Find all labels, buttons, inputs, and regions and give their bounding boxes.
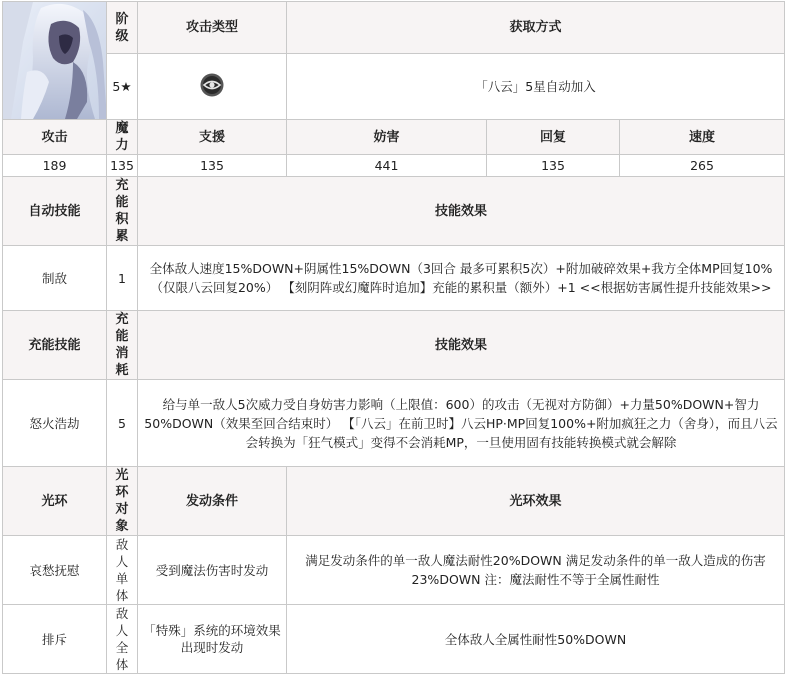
aura-name: 哀愁抚慰	[3, 536, 107, 605]
aura-target: 敌人单体	[107, 536, 138, 605]
charge-skill-cost: 5	[107, 380, 138, 467]
attack-type-cell	[138, 54, 287, 120]
charge-skill-effect-header: 技能效果	[138, 311, 785, 380]
portrait-cell	[3, 2, 107, 120]
stat-value-speed: 265	[620, 155, 785, 177]
aura-effect: 全体敌人全属性耐性50%DOWN	[287, 605, 785, 674]
charge-skill-name: 怒火浩劫	[3, 380, 107, 467]
charge-cost-header: 充能消耗	[107, 311, 138, 380]
stat-value-support: 135	[138, 155, 287, 177]
charge-skill-effect: 给与单一敌人5次威力受自身妨害力影响（上限值：600）的攻击（无视对方防御）+力量50%DOWN+智力50%DOWN（效果至回合结束时） 【「八云」在前卫时】八云HP·MP回复100%+附加疯狂之力（舍身），而且八云会转换为「狂气模式」变得不会消耗MP，一旦使用固有技能转换模式就会解除	[138, 380, 785, 467]
auto-skill-effect: 全体敌人速度15%DOWN+阴属性15%DOWN（3回合 最多可累积5次）+附加破碎效果+我方全体MP回复10%（仅限八云回复20%） 【刻阴阵或幻魔阵时追加】充能的累积量（额外）+1 <<根据妨害属性提升技能效果>>	[138, 246, 785, 311]
obtain-header: 获取方式	[287, 2, 785, 54]
aura-condition-header: 发动条件	[138, 467, 287, 536]
obtain-value: 「八云」5星自动加入	[287, 54, 785, 120]
eye-icon	[200, 73, 224, 97]
stat-header-speed: 速度	[620, 120, 785, 155]
stat-header-recover: 回复	[487, 120, 620, 155]
aura-condition: 受到魔法伤害时发动	[138, 536, 287, 605]
character-portrait	[3, 2, 107, 119]
rank-value: 5★	[107, 54, 138, 120]
rank-header: 阶级	[107, 2, 138, 54]
aura-effect: 满足发动条件的单一敌人魔法耐性20%DOWN 满足发动条件的单一敌人造成的伤害23%DOWN 注：魔法耐性不等于全属性耐性	[287, 536, 785, 605]
stat-header-attack: 攻击	[3, 120, 107, 155]
auto-skill-charge: 1	[107, 246, 138, 311]
auto-skill-name: 制敌	[3, 246, 107, 311]
auto-skill-effect-header: 技能效果	[138, 177, 785, 246]
stat-header-hinder: 妨害	[287, 120, 487, 155]
attack-type-header: 攻击类型	[138, 2, 287, 54]
stat-value-hinder: 441	[287, 155, 487, 177]
aura-condition: 「特殊」系统的环境效果出现时发动	[138, 605, 287, 674]
stat-header-magic: 魔力	[107, 120, 138, 155]
aura-target: 敌人全体	[107, 605, 138, 674]
stat-value-attack: 189	[3, 155, 107, 177]
auto-skill-header: 自动技能	[3, 177, 107, 246]
character-info-table	[2, 1, 785, 674]
stat-value-recover: 135	[487, 155, 620, 177]
stat-value-magic: 135	[107, 155, 138, 177]
aura-header: 光环	[3, 467, 107, 536]
charge-skill-header: 充能技能	[3, 311, 107, 380]
aura-name: 排斥	[3, 605, 107, 674]
charge-accumulate-header: 充能积累	[107, 177, 138, 246]
stat-header-support: 支援	[138, 120, 287, 155]
aura-effect-header: 光环效果	[287, 467, 785, 536]
aura-target-header: 光环对象	[107, 467, 138, 536]
